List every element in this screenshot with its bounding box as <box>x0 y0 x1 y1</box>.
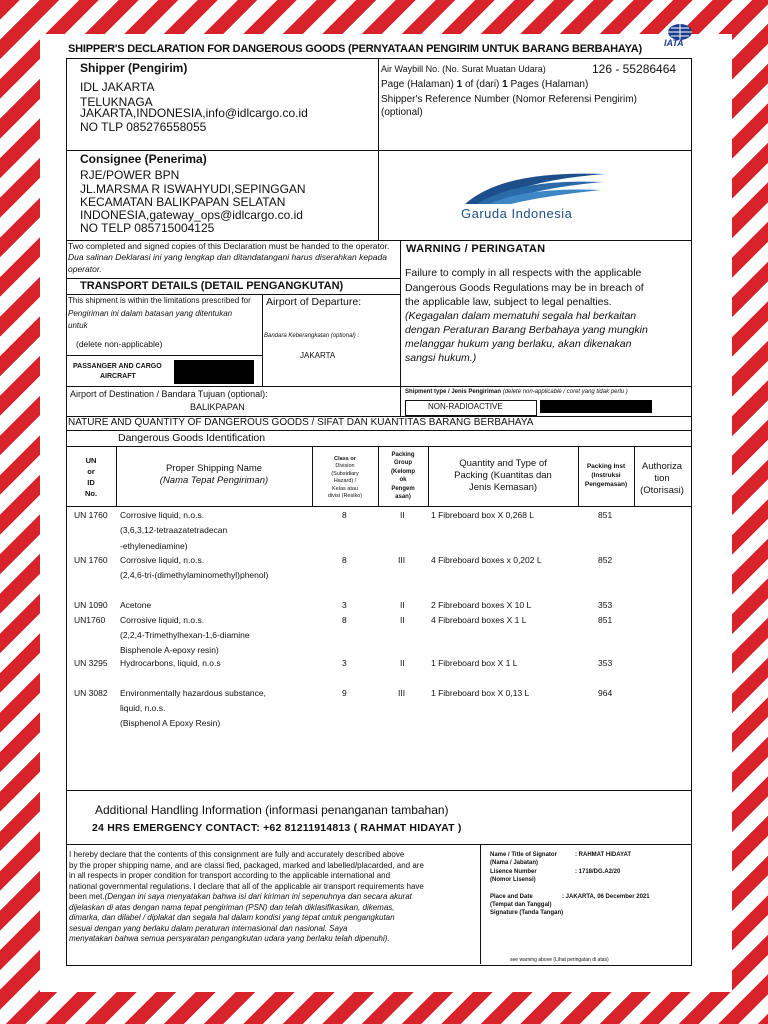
col-un-line: No. <box>84 488 98 498</box>
row-name-line: Bisphenole A-epoxy resin) <box>120 645 219 655</box>
col-class-line: Class or <box>334 456 356 462</box>
page-label: Page (Halaman) <box>381 79 454 90</box>
row-pg: II <box>400 658 405 668</box>
shipper-line: TELUKNAGA <box>80 95 153 109</box>
copies-note-id: Dua salinan Deklarasi ini yang lengkap dan ditandatangani harus diserahkan kepada operator. <box>68 252 387 274</box>
consignee-line: NO TELP 085715004125 <box>80 221 215 235</box>
iata-logo <box>660 22 700 54</box>
col-class-line: divisi (Resiko) <box>327 493 363 500</box>
col-psn-en: Proper Shipping Name <box>165 463 263 474</box>
dg-identification: Dangerous Goods Identification <box>118 432 266 444</box>
optional-label: (optional) <box>381 107 423 118</box>
signature-label: Signature (Tanda Tangan) <box>490 910 564 916</box>
warning-id-line: sangsi hukum.) <box>405 352 477 364</box>
shipper-reference-label: Shipper's Reference Number (Nomor Referensi Pengirim) <box>381 94 637 105</box>
redacted-block <box>540 400 652 413</box>
limits-en: This shipment is within the limitations prescribed for <box>68 296 251 305</box>
col-class-line: Kelas atau <box>332 485 358 492</box>
place-date-value: : JAKARTA, 06 December 2021 <box>562 894 650 900</box>
consignee-heading: Consignee (Penerima) <box>80 152 207 166</box>
shipper-line: JAKARTA,INDONESIA,info@idlcargo.co.id <box>80 106 308 120</box>
row-name-line: (3,6,3,12-tetraazatetradecan <box>120 525 228 535</box>
row-pi: 852 <box>598 555 613 565</box>
handling-label: Additional Handling Information (informasi penanganan tambahan) <box>95 803 449 817</box>
col-auth-line: Authoriza <box>641 461 683 472</box>
row-qty: 1 Fibreboard box X 0,13 L <box>431 688 530 698</box>
row-class: 3 <box>342 600 347 610</box>
col-qty-line: Packing (Kuantitas dan <box>454 469 552 481</box>
col-pg-line: Packing <box>391 452 415 458</box>
declaration-line: I hereby declare that the contents of this consignment are fully and accurately described above <box>69 850 405 859</box>
warning-id-line: melanggar hukum yang berlaku, akan dikenakan <box>405 338 632 350</box>
declaration-line: menyatakan bahwa semua persyaratan pengangkutan udara yang berlaku telah dipenuhi). <box>69 934 390 944</box>
licence-label-id: (Nomor Lisensi) <box>490 877 536 883</box>
page-of: of (dari) <box>464 79 500 90</box>
form-title: SHIPPER'S DECLARATION FOR DANGEROUS GOODS (PERNYATAAN PENGIRIM UNTUK BARANG BERBAHAYA) <box>68 43 642 55</box>
row-un: UN 1760 <box>74 510 108 520</box>
col-pg-line: (Kelomp <box>391 468 415 475</box>
col-auth-line: tion <box>654 472 670 484</box>
redacted-block <box>174 360 254 384</box>
col-pi-line: Packing Inst <box>586 463 626 470</box>
destination-label: Airport of Destination / Bandara Tujuan (optional): <box>70 389 268 399</box>
row-qty: 1 Fibreboard box X 1 L <box>431 658 518 668</box>
shipment-type <box>405 389 628 396</box>
row-name-line: (Bisphenol A Epoxy Resin) <box>120 718 221 728</box>
row-class: 8 <box>342 615 347 625</box>
row-name-line: Environmentally hazardous substance, <box>120 688 266 698</box>
col-pg-line: ok <box>399 477 407 484</box>
delete-note: (delete non-applicable) <box>76 339 163 349</box>
col-psn-id: (Nama Tepat Pengiriman) <box>159 475 269 487</box>
warning-id-line: dengan Peraturan Barang Berbahaya yang mungkin <box>405 324 648 336</box>
signatory-name-label-id: (Nama / Jabatan) <box>490 860 539 866</box>
consignee-line: KECAMATAN BALIKPAPAN SELATAN <box>80 195 286 209</box>
row-pi: 851 <box>598 510 613 520</box>
col-auth-line: (Otorisasi) <box>640 484 684 496</box>
row-pi: 851 <box>598 615 613 625</box>
row-pg: II <box>400 510 405 520</box>
iata-logo-text: IATA <box>664 38 684 48</box>
row-name-line: (2,2,4-Trimethylhexan-1,6-diamine <box>120 630 250 640</box>
col-un-line: UN <box>85 456 97 465</box>
warning-reference: see warning above (Lihat peringatan di atas) <box>510 957 609 963</box>
signatory-name-value: : RAHMAT HIDAYAT <box>575 852 632 858</box>
col-pg-line: Pengem <box>391 485 415 492</box>
awb-number: 126 - 55286464 <box>592 62 677 76</box>
declaration-line: dijelaskan di atas dengan nama tepat pengiriman (PSN) dan telah diklasifikasikan, dikemas, <box>69 902 395 912</box>
transport-heading: TRANSPORT DETAILS (DETAIL PENGANGKUTAN) <box>80 280 344 292</box>
shipment-type-note: (delete non-applicable / coret yang tidak perlu ) <box>502 389 628 395</box>
destination-value: BALIKPAPAN <box>190 402 245 412</box>
passenger-aircraft-label: PASSANGER AND CARGO <box>73 363 162 370</box>
signatory-name-label: Name / Title of Signator <box>490 852 557 858</box>
page-total: 1 <box>502 79 508 90</box>
declaration-line: national governmental regulations. I declare that all of the applicable air transport requirements have <box>69 881 424 891</box>
place-date-label-id: (Tempat dan Tanggal) <box>490 902 552 908</box>
row-qty: 2 Fibreboard boxes X 10 L <box>431 600 532 610</box>
page-info <box>381 79 588 91</box>
emergency-contact: 24 HRS EMERGENCY CONTACT: +62 81211914813 ( RAHMAT HIDAYAT ) <box>92 822 462 834</box>
consignee-line: JL.MARSMA R ISWAHYUDI,SEPINGGAN <box>80 182 306 196</box>
declaration-line: in all respects in proper condition for transport according to the applicable international and <box>69 871 391 881</box>
row-name-line: Corrosive liquid, n.o.s. <box>120 510 205 520</box>
row-name-line: -ethylenediamine) <box>120 541 188 551</box>
col-class-line: Hazard) / <box>333 478 357 485</box>
declaration-id-start: (Dengan ini saya menyatakan bahwa isi dari kiriman ini sepenuhnya dan secara akurat <box>104 892 412 902</box>
licence-label: Lisence Number <box>490 869 537 875</box>
garuda-indonesia-text: Garuda Indonesia <box>461 206 573 221</box>
shipment-type-label: Shipment type / Jenis Pengiriman <box>405 389 502 395</box>
col-class-line: Division <box>335 463 355 470</box>
row-class: 8 <box>342 510 347 520</box>
row-un: UN 3082 <box>74 688 108 698</box>
licence-value: : 1718/DG.A2/20 <box>575 869 621 875</box>
row-qty: 4 Fibreboard boxes x 0,202 L <box>431 555 542 565</box>
departure-label: Airport of Departure: <box>266 296 362 308</box>
row-pg: II <box>400 615 405 625</box>
row-un: UN 3295 <box>74 658 108 668</box>
declaration-line: by the proper shipping name, and are classi fied, packaged, marked and labelled/placarded, and are <box>69 860 424 870</box>
shipper-heading: Shipper (Pengirim) <box>80 61 188 75</box>
shipper-line: IDL JAKARTA <box>80 80 155 94</box>
row-name-line: liquid, n.o.s. <box>120 703 166 713</box>
passenger-aircraft-label: AIRCRAFT <box>100 373 136 380</box>
consignee-line: INDONESIA,gateway_ops@idlcargo.co.id <box>80 208 303 222</box>
row-name-line: Acetone <box>120 600 152 610</box>
departure-value: JAKARTA <box>300 351 336 360</box>
nature-heading: NATURE AND QUANTITY OF DANGEROUS GOODS / SIFAT DAN KUANTITAS BARANG BERBAHAYA <box>68 417 534 428</box>
row-qty: 1 Fibreboard box X 0,268 L <box>431 510 535 520</box>
row-class: 9 <box>342 688 347 698</box>
departure-sublabel: Bandara Keberangkatan (optional) : <box>264 333 360 339</box>
pages-label: Pages (Halaman) <box>510 79 589 90</box>
row-class: 8 <box>342 555 347 565</box>
copies-note-en: Two completed and signed copies of this Declaration must be handed to the operator. <box>68 241 390 251</box>
declaration-line: dimarka, dan dilabel / diplakat dan segala hal dalam kondisi yang tepat untuk pengangkutan <box>69 913 395 923</box>
shipper-line: NO TLP 085276558055 <box>80 120 207 134</box>
row-pg: III <box>398 555 406 565</box>
row-pg: III <box>398 688 406 698</box>
row-pg: II <box>400 600 405 610</box>
warning-en-line: Dangerous Goods Regulations may be in breach of <box>405 282 644 294</box>
row-name-line: Hydrocarbons, liquid, n.o.s <box>120 658 221 668</box>
limits-id: untuk <box>68 321 88 330</box>
consignee-line: RJE/POWER BPN <box>80 168 180 182</box>
row-name-line: Corrosive liquid, n.o.s. <box>120 555 205 565</box>
page-number: 1 <box>456 79 463 90</box>
col-pg-line: asan) <box>395 493 411 500</box>
warning-en-line: the applicable law, subject to legal penalties. <box>405 296 612 308</box>
limits-id: Pengiriman ini dalam batasan yang ditentukan <box>68 309 233 318</box>
col-class-line: (Subsidiary <box>331 470 359 477</box>
col-qty-line: Quantity and Type of <box>459 458 547 469</box>
awb-label: Air Waybill No. (No. Surat Muatan Udara) <box>381 64 546 74</box>
row-name-line: Corrosive liquid, n.o.s. <box>120 615 205 625</box>
place-date-label: Place and Date <box>490 894 533 900</box>
row-pi: 353 <box>598 658 613 668</box>
warning-heading: WARNING / PERINGATAN <box>406 243 546 255</box>
row-name-line: (2,4,6-tri-(dimethylaminomethyl)phenol) <box>120 570 269 580</box>
col-un-line: ID <box>87 477 95 487</box>
col-pi-line: (Instruksi <box>591 472 621 480</box>
warning-en-line: Failure to comply in all respects with the applicable <box>405 267 642 279</box>
col-un-line: or <box>87 466 95 476</box>
row-un: UN 1090 <box>74 600 108 610</box>
warning-id-line: (Kegagalan dalam mematuhi segala hal berkaitan <box>405 310 637 322</box>
col-qty-line: Jenis Kemasan) <box>468 481 538 493</box>
declaration-line: sesuai dengan yang berlaku dalam peraturan internasional dan nasional. Saya <box>69 923 348 933</box>
row-un: UN1760 <box>74 615 106 625</box>
row-class: 3 <box>342 658 347 668</box>
declaration-en-end: been met. <box>69 892 105 902</box>
row-un: UN 1760 <box>74 555 108 565</box>
col-pg-line: Group <box>394 460 412 467</box>
row-pi: 353 <box>598 600 613 610</box>
row-pi: 964 <box>598 688 613 698</box>
shipment-type-value: NON-RADIOACTIVE <box>428 402 503 411</box>
col-pi-line: Pengemasan) <box>584 481 628 489</box>
row-qty: 4 Fibreboard boxes X 1 L <box>431 615 527 625</box>
